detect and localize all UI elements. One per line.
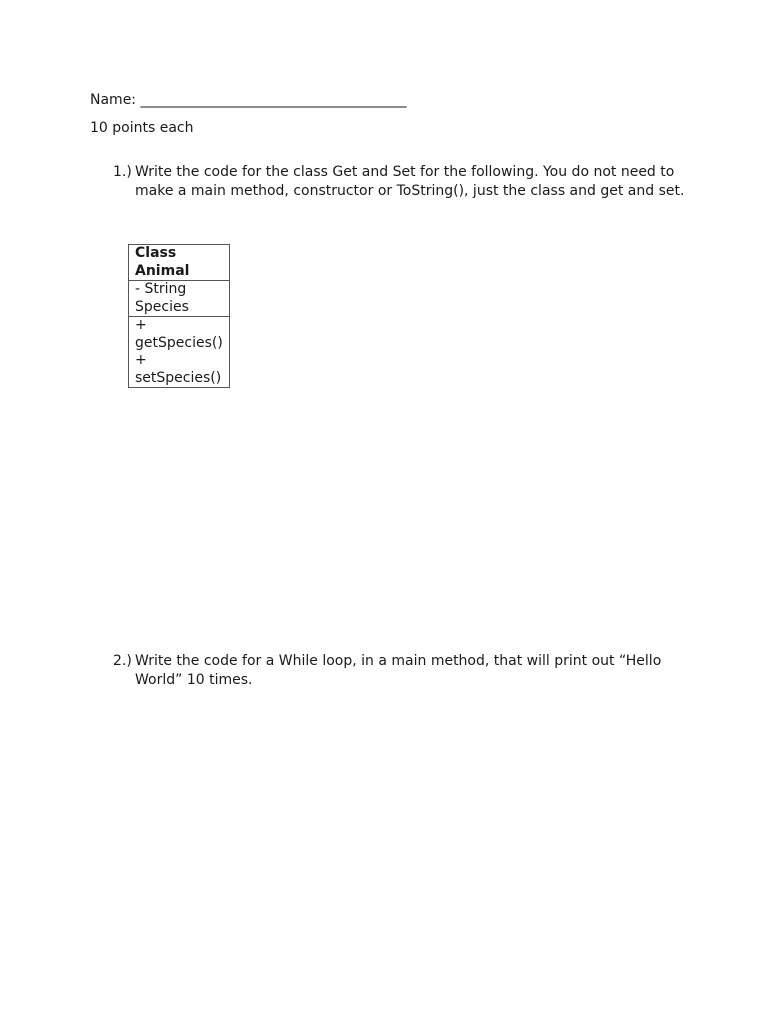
points-note: 10 points each bbox=[90, 120, 194, 136]
question-1-line: make a main method, constructor or ToString(), just the class and get and set. bbox=[135, 183, 685, 199]
uml-method-line: getSpecies() bbox=[135, 334, 223, 351]
uml-class-name bbox=[129, 245, 230, 281]
question-2-line: Write the code for a While loop, in a main method, that will print out “Hello bbox=[135, 653, 662, 669]
uml-method-line: + bbox=[135, 352, 147, 368]
uml-attributes bbox=[129, 281, 230, 317]
uml-class-name-line: Class bbox=[135, 245, 177, 261]
question-1-text bbox=[135, 163, 705, 201]
question-1-line: Write the code for the class Get and Set for the following. You do not need to bbox=[135, 164, 675, 180]
uml-attribute-line: Species bbox=[135, 298, 189, 315]
uml-class-name-line: Animal bbox=[135, 262, 190, 279]
uml-method-line: setSpecies() bbox=[135, 369, 222, 386]
uml-methods bbox=[129, 317, 230, 388]
uml-attribute-line: - String bbox=[135, 281, 187, 297]
uml-class-diagram bbox=[128, 244, 230, 388]
name-field-label: Name: ______________________________________ bbox=[90, 92, 407, 108]
question-2-text bbox=[135, 652, 705, 690]
uml-method-line: + bbox=[135, 317, 147, 333]
question-1-number: 1.) bbox=[113, 164, 132, 180]
question-2-line: World” 10 times. bbox=[135, 672, 253, 688]
question-2-number: 2.) bbox=[113, 653, 132, 669]
